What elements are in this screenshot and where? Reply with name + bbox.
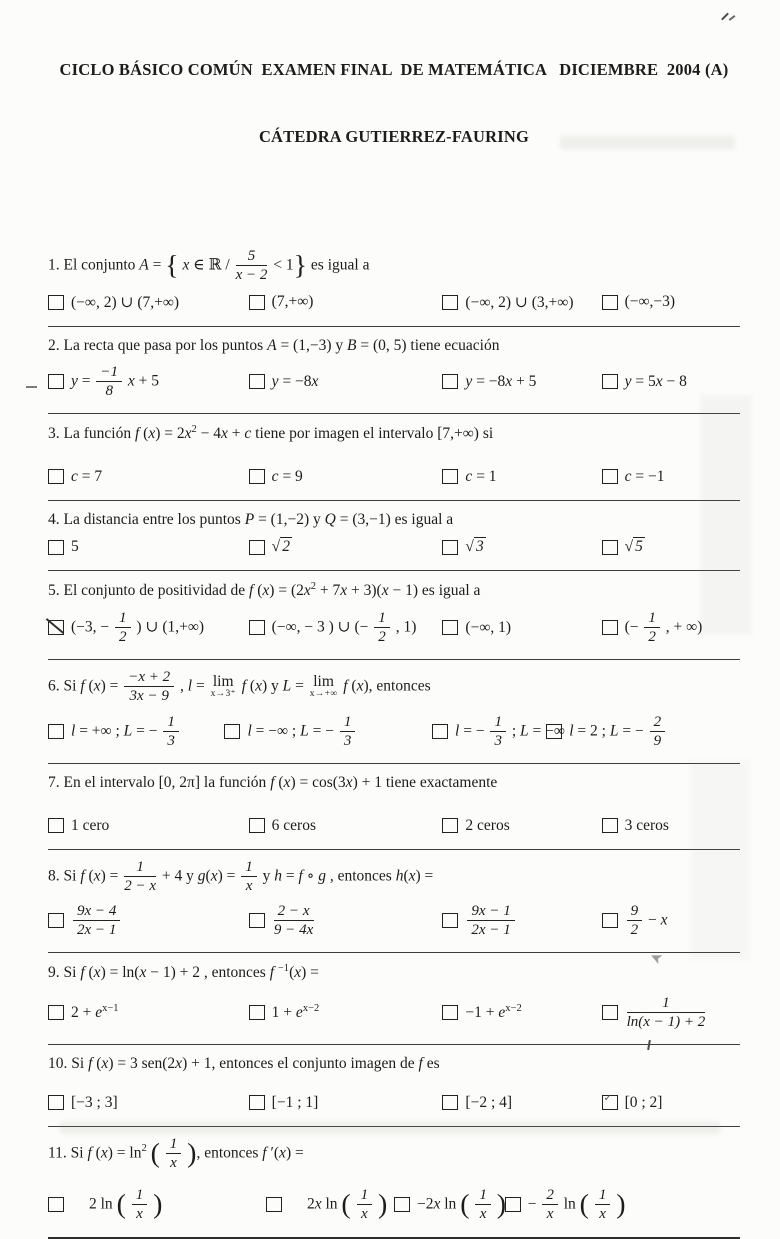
options-row — [48, 714, 740, 749]
answer-option — [442, 468, 601, 486]
answer-checkbox[interactable] — [602, 295, 618, 310]
question-6 — [48, 660, 740, 756]
answer-checkbox[interactable] — [249, 620, 265, 635]
answer-label: c = 1 — [465, 467, 497, 485]
answer-checkbox[interactable] — [48, 469, 64, 484]
answer-option — [442, 619, 601, 637]
pencil-arrow-mark: ➤ — [647, 947, 666, 967]
answer-option — [505, 1187, 740, 1222]
answer-checkbox[interactable] — [602, 913, 618, 928]
exam-title-line1: CICLO BÁSICO COMÚN EXAMEN FINAL DE MATEMÁTICA DICIEMBRE 2004 (A) — [59, 59, 729, 79]
answer-checkbox[interactable] — [602, 540, 618, 555]
margin-dash-mark — [26, 386, 37, 388]
answer-option — [432, 713, 565, 749]
answer-checkbox[interactable] — [249, 1095, 265, 1110]
answer-label: 3 ceros — [624, 816, 669, 834]
answer-label: (−∞, 1) — [465, 618, 512, 636]
answer-option — [602, 903, 740, 938]
answer-label: $\frac{1}{\ln(x - 1) + 2}$ — [626, 994, 706, 1031]
answer-option — [249, 1003, 443, 1022]
answer-checkbox[interactable] — [249, 374, 265, 389]
answer-checkbox[interactable] — [442, 913, 458, 928]
answer-label: (− $\frac{1}{2}$ , + ∞) — [624, 609, 703, 646]
question-stem: 3. La función f $(x) = 2x^2 - 4x + c$ tiene por imagen el intervalo [7,+∞) si — [48, 424, 494, 443]
answer-checkbox[interactable] — [266, 1197, 282, 1212]
answer-checkbox[interactable] — [249, 295, 265, 310]
question-separator — [48, 1237, 740, 1239]
answer-checkbox[interactable] — [442, 295, 458, 310]
answer-label: y = $\frac{-1}{8}$ x + 5 — [71, 363, 160, 400]
answer-label: c = 9 — [271, 467, 303, 485]
answer-checkbox[interactable] — [48, 1197, 64, 1212]
answer-checkbox[interactable] — [48, 295, 64, 310]
question-4 — [48, 501, 740, 563]
question-stem: 2. La recta que pasa por los puntos A = (1,−3) y B = (0, 5) tiene ecuación — [48, 336, 500, 354]
answer-label: l = 2 ; L = − $\frac{2}{9}$ — [569, 714, 667, 749]
answer-checkbox[interactable] — [432, 724, 448, 739]
answer-checkbox[interactable] — [48, 374, 64, 389]
answer-option — [249, 903, 443, 938]
question-10 — [48, 1045, 740, 1118]
answer-checkbox[interactable] — [442, 818, 458, 833]
answer-label: (7,+∞) — [271, 293, 314, 311]
answer-label: − $\frac{2}{x}$ ln ( $\frac{1}{x}$ ) — [527, 1187, 626, 1223]
answer-label: l = − $\frac{1}{3}$ ; L = −∞ — [455, 713, 565, 749]
answer-option — [48, 1187, 266, 1222]
answer-label: 2x ln ( $\frac{1}{x}$ ) — [306, 1187, 388, 1223]
answer-label: $\frac{9x - 4}{2x - 1}$ — [71, 903, 122, 938]
answer-checkbox[interactable] — [442, 469, 458, 484]
answer-label: 6 ceros — [271, 816, 316, 834]
question-5 — [48, 571, 740, 652]
answer-option — [48, 538, 249, 556]
answer-checkbox[interactable] — [249, 913, 265, 928]
answer-label: $\frac{9}{2}$ − x — [625, 903, 668, 938]
answer-option — [48, 293, 249, 312]
answer-label: $2 + e^{x-1}$ — [71, 1003, 119, 1022]
answer-label: y = 5x − 8 — [624, 372, 687, 390]
answer-label: (−3, − $\frac{1}{2}$ ) ∪ (1,+∞) — [71, 609, 205, 646]
answer-option — [602, 817, 740, 835]
answer-checkbox[interactable] — [442, 1005, 458, 1020]
answer-option — [546, 714, 740, 749]
options-row — [48, 364, 740, 399]
answer-checkbox[interactable] — [394, 1197, 410, 1212]
question-stem: 11. Si f $(x) = \ln^2$ ( $\frac{1}{x}$ ), entonces f ′(x) = — [48, 1135, 304, 1171]
answer-checkbox[interactable] — [48, 913, 64, 928]
answer-option — [602, 1094, 740, 1112]
question-3 — [48, 414, 740, 493]
answer-label: (−∞,−3) — [624, 293, 676, 311]
question-1 — [48, 239, 740, 318]
answer-option — [249, 373, 443, 391]
answer-checkbox[interactable] — [602, 620, 618, 635]
answer-option — [249, 293, 443, 311]
answer-option — [602, 293, 740, 311]
answer-label: $\frac{9x - 1}{2x - 1}$ — [465, 903, 516, 938]
answer-option — [249, 610, 443, 645]
question-8 — [48, 850, 740, 946]
questions — [48, 239, 740, 1238]
question-9 — [48, 953, 740, 1037]
answer-checkbox[interactable] — [505, 1197, 521, 1212]
options-row — [48, 1094, 740, 1112]
answer-label: l = +∞ ; L = − $\frac{1}{3}$ — [71, 714, 181, 749]
question-7 — [48, 764, 740, 841]
answer-checkbox[interactable] — [602, 818, 618, 833]
answer-option — [442, 817, 601, 835]
answer-checkbox[interactable] — [442, 540, 458, 555]
answer-option — [48, 610, 249, 645]
answer-label: (−∞, − 3 ) ∪ (− $\frac{1}{2}$ , 1) — [271, 609, 417, 646]
answer-option — [602, 373, 740, 391]
answer-checkbox[interactable] — [442, 374, 458, 389]
answer-option — [224, 714, 432, 749]
answer-label: y = −8x + 5 — [465, 372, 537, 390]
answer-label: $-1 + e^{x-2}$ — [465, 1003, 522, 1022]
answer-option — [48, 714, 224, 749]
question-stem: 7. En el intervalo [0, 2π] la función f (x) = cos(3x) + 1 tiene exactamente — [48, 774, 498, 792]
answer-label: [−1 ; 1] — [271, 1093, 319, 1111]
answer-checkbox[interactable] — [602, 374, 618, 389]
question-11 — [48, 1127, 740, 1230]
answer-option — [48, 1094, 249, 1112]
answer-checkbox[interactable] — [48, 540, 64, 555]
answer-label: c = −1 — [624, 467, 665, 485]
answer-label: √ 3 — [465, 538, 484, 556]
options-row — [48, 903, 740, 938]
answer-label: 2 ln ( $\frac{1}{x}$ ) — [89, 1187, 163, 1223]
answer-checkbox[interactable] — [48, 1095, 64, 1110]
answer-option — [442, 1094, 601, 1112]
options-row — [48, 995, 740, 1030]
question-stem: 6. Si f (x) = $\frac{-x + 2}{3x - 9}$ , l = lim x→3⁺ f (x) y L = lim x→+∞ f (x), entonces — [48, 669, 431, 705]
answer-label: −2x ln ( $\frac{1}{x}$ ) — [416, 1187, 507, 1223]
question-stem: 5. El conjunto de positividad de f $(x) = (2x^2 + 7x + 3)(x - 1)$ es igual a — [48, 581, 481, 600]
answer-option — [266, 1187, 394, 1222]
question-stem: 9. Si f (x) = ln(x − 1) + 2 , entonces f $^{-1}$(x) = — [48, 963, 319, 982]
answer-option — [249, 538, 443, 556]
answer-label: 5 — [71, 538, 79, 556]
answer-checkbox[interactable] — [48, 1005, 64, 1020]
answer-label: 1 cero — [71, 816, 110, 834]
answer-option — [602, 538, 740, 556]
options-row — [48, 1187, 740, 1222]
options-row — [48, 538, 740, 556]
answer-option — [602, 610, 740, 645]
answer-option — [442, 538, 601, 556]
answer-label: √ 2 — [271, 538, 290, 556]
answer-checkbox[interactable] — [48, 620, 64, 635]
answer-option — [48, 468, 249, 486]
options-row — [48, 817, 740, 835]
exam-title-line2: CÁTEDRA GUTIERREZ-FAURING — [258, 127, 530, 147]
question-stem: 4. La distancia entre los puntos P = (1,−2) y Q = (3,−1) es igual a — [48, 510, 454, 528]
options-row — [48, 293, 740, 312]
answer-option — [249, 468, 443, 486]
answer-label: l = −∞ ; L = − $\frac{1}{3}$ — [247, 714, 357, 749]
answer-label: $\frac{2 - x}{9 - 4x}$ — [273, 902, 314, 939]
answer-label: $1 + e^{x-2}$ — [271, 1003, 320, 1022]
answer-option — [48, 1003, 249, 1022]
answer-option — [249, 1094, 443, 1112]
answer-checkbox[interactable] — [249, 469, 265, 484]
answer-label: [−3 ; 3] — [71, 1093, 118, 1111]
answer-option — [48, 364, 249, 399]
question-stem: 8. Si f (x) = $\frac{1}{2 - x}$ + 4 y g(x) = $\frac{1}{x}$ y h = f ∘ g , entonces h(x) = — [48, 858, 434, 894]
answer-option — [48, 903, 249, 938]
answer-label: (−∞, 2) ∪ (3,+∞) — [465, 293, 574, 311]
answer-option — [249, 817, 443, 835]
answer-checkbox[interactable] — [602, 469, 618, 484]
answer-checkbox[interactable] — [48, 818, 64, 833]
answer-label: y = −8x — [271, 372, 319, 390]
answer-checkbox[interactable] — [224, 724, 240, 739]
answer-option — [394, 1187, 505, 1222]
answer-option — [442, 1003, 601, 1022]
answer-label: (−∞, 2) ∪ (7,+∞) — [71, 293, 180, 311]
answer-checkbox[interactable] — [249, 818, 265, 833]
answer-checkbox[interactable] — [602, 1005, 618, 1020]
answer-label: c = 7 — [71, 467, 103, 485]
answer-option — [602, 468, 740, 486]
question-stem: 1. El conjunto A = { x ∈ ℝ / $\frac{5}{x - 2}$ < 1} es igual a — [48, 248, 370, 284]
question-stem: 10. Si f (x) = 3 sen(2x) + 1, entonces el conjunto imagen de f es — [48, 1055, 440, 1073]
answer-checkbox[interactable] — [48, 724, 64, 739]
answer-option — [602, 995, 740, 1030]
answer-checkbox[interactable] — [546, 724, 562, 739]
answer-checkbox[interactable] — [249, 540, 265, 555]
answer-option — [442, 293, 601, 312]
answer-option — [48, 817, 249, 835]
options-row — [48, 468, 740, 486]
exam-header — [48, 14, 740, 193]
answer-label: 2 ceros — [465, 816, 510, 834]
answer-label: √ 5 — [624, 538, 643, 556]
answer-option — [442, 903, 601, 938]
answer-label: [−2 ; 4] — [465, 1093, 513, 1111]
question-2 — [48, 327, 740, 407]
answer-checkbox[interactable] — [442, 1095, 458, 1110]
answer-option — [442, 373, 601, 391]
answer-checkbox[interactable] — [249, 1005, 265, 1020]
answer-checkbox[interactable] — [602, 1095, 618, 1110]
answer-label: [0 ; 2] — [624, 1093, 663, 1111]
answer-checkbox[interactable] — [442, 620, 458, 635]
options-row — [48, 610, 740, 645]
